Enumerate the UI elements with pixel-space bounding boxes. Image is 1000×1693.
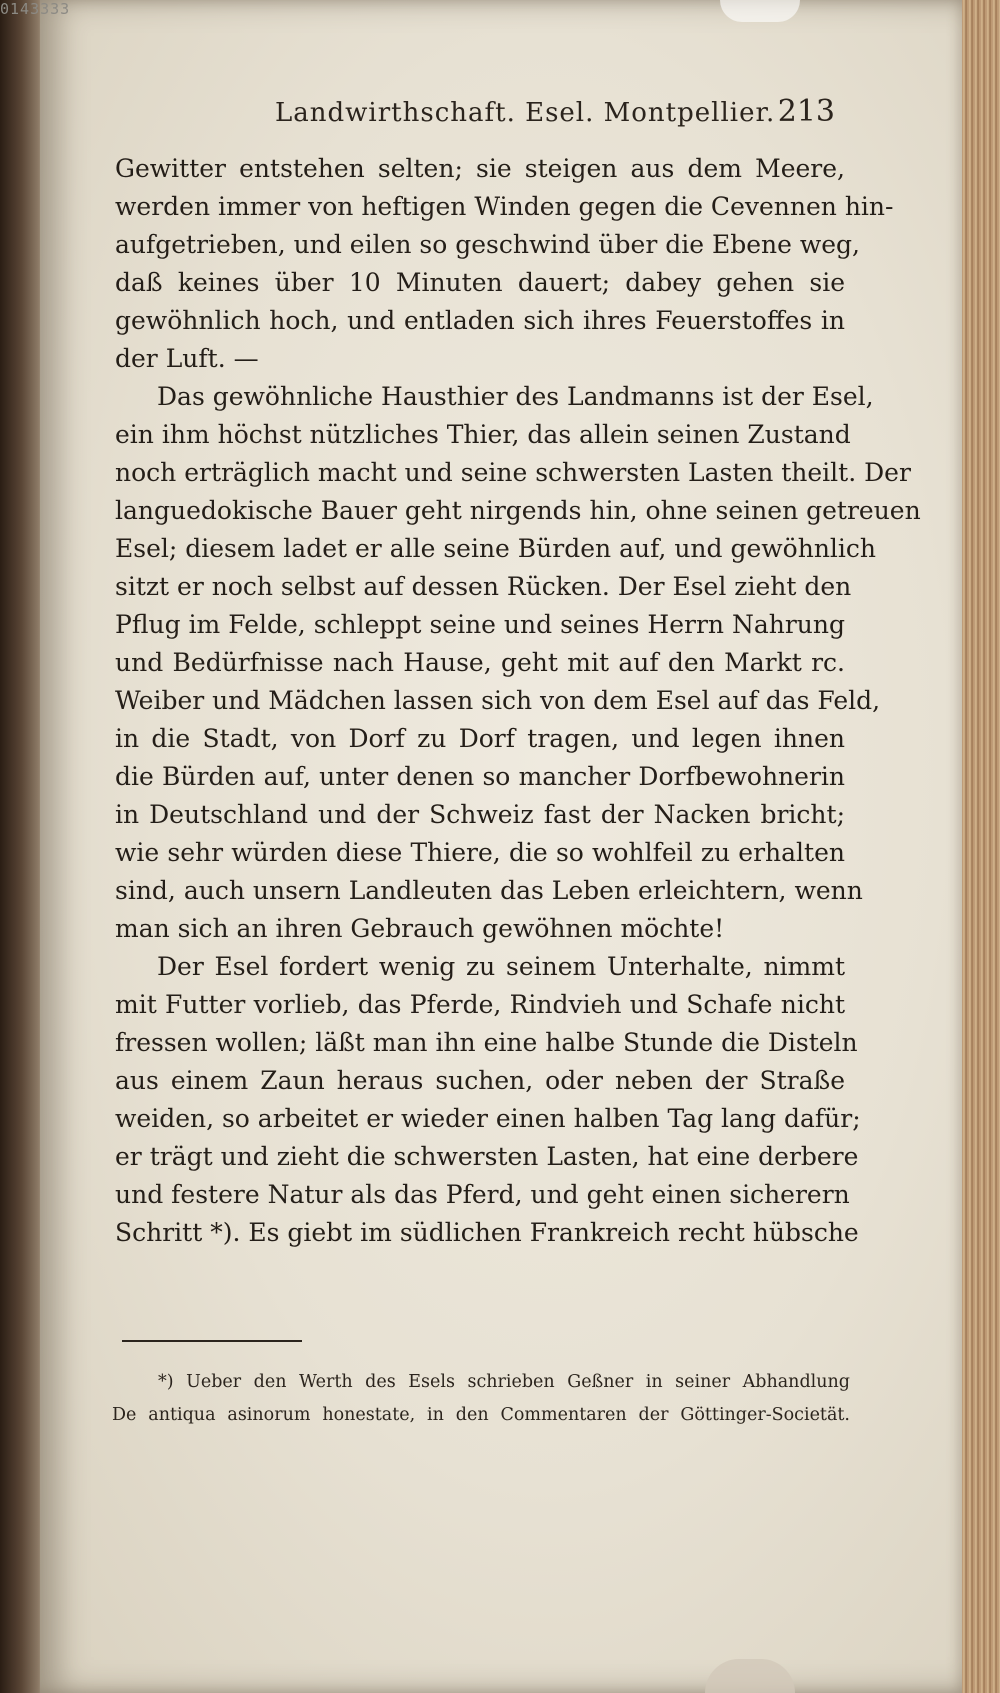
text-line: gewöhnlich hoch, und entladen sich ihres Feuerstoffes in — [115, 306, 845, 335]
text-line: daß keines über 10 Minuten dauert; dabey gehen sie — [115, 268, 845, 297]
text-line: Esel; diesem ladet er alle seine Bürden auf, und gewöhnlich — [115, 534, 877, 563]
footnote-rule — [122, 1340, 302, 1342]
text-line: in die Stadt, von Dorf zu Dorf tragen, und legen ihnen — [115, 724, 845, 753]
footnote — [112, 1366, 850, 1432]
text-line: und festere Natur als das Pferd, und geht einen sicherern — [115, 1180, 850, 1209]
text-line: Weiber und Mädchen lassen sich von dem Esel auf das Feld, — [115, 686, 881, 715]
running-head-title: Landwirthschaft. Esel. Montpellier. — [275, 98, 776, 128]
footnote-line: De antiqua asinorum honestate, in den Commentaren der Göttinger-Societät. — [112, 1405, 850, 1425]
text-line: aufgetrieben, und eilen so geschwind über die Ebene weg, — [115, 230, 860, 259]
text-line: Das gewöhnliche Hausthier des Landmanns ist der Esel, — [157, 382, 874, 411]
text-line: noch erträglich macht und seine schwersten Lasten theilt. Der — [115, 458, 911, 487]
text-line: fressen wollen; läßt man ihn eine halbe Stunde die Disteln — [115, 1028, 858, 1057]
text-line: mit Futter vorlieb, das Pferde, Rindvieh und Schafe nicht — [115, 990, 845, 1019]
text-line: sitzt er noch selbst auf dessen Rücken. Der Esel zieht den — [115, 572, 852, 601]
running-head — [275, 94, 835, 129]
text-line: der Luft. — — [115, 344, 259, 373]
page-edges — [962, 0, 1000, 1693]
text-line: und Bedürfnisse nach Hause, geht mit auf den Markt rc. — [115, 648, 845, 677]
footnote-line: *) Ueber den Werth des Esels schrieben Geßner in seiner Abhandlung — [158, 1372, 850, 1392]
text-line: Gewitter entstehen selten; sie steigen aus dem Meere, — [115, 154, 845, 183]
page-number: 213 — [777, 94, 835, 129]
text-line: Schritt *). Es giebt im südlichen Frankreich recht hübsche — [115, 1218, 859, 1247]
text-line: languedokische Bauer geht nirgends hin, ohne seinen getreuen — [115, 496, 921, 525]
text-line: man sich an ihren Gebrauch gewöhnen möchte! — [115, 914, 725, 943]
text-line: weiden, so arbeitet er wieder einen halben Tag lang dafür; — [115, 1104, 861, 1133]
scan-label: 0143333 — [0, 0, 71, 18]
text-line: werden immer von heftigen Winden gegen die Cevennen hin- — [115, 192, 894, 221]
body-text — [115, 150, 921, 1252]
text-line: wie sehr würden diese Thiere, die so wohlfeil zu erhalten — [115, 838, 845, 867]
text-line: in Deutschland und der Schweiz fast der Nacken bricht; — [115, 800, 845, 829]
text-line: die Bürden auf, unter denen so mancher Dorfbewohnerin — [115, 762, 845, 791]
text-line: er trägt und zieht die schwersten Lasten, hat eine derbere — [115, 1142, 859, 1171]
text-line: Pflug im Felde, schleppt seine und seines Herrn Nahrung — [115, 610, 845, 639]
text-line: aus einem Zaun heraus suchen, oder neben der Straße — [115, 1066, 845, 1095]
page-smudge-top — [720, 0, 800, 22]
text-line: ein ihm höchst nützliches Thier, das allein seinen Zustand — [115, 420, 851, 449]
text-line: sind, auch unsern Landleuten das Leben erleichtern, wenn — [115, 876, 863, 905]
text-line: Der Esel fordert wenig zu seinem Unterhalte, nimmt — [157, 952, 845, 981]
page-smudge-bottom — [705, 1659, 795, 1693]
